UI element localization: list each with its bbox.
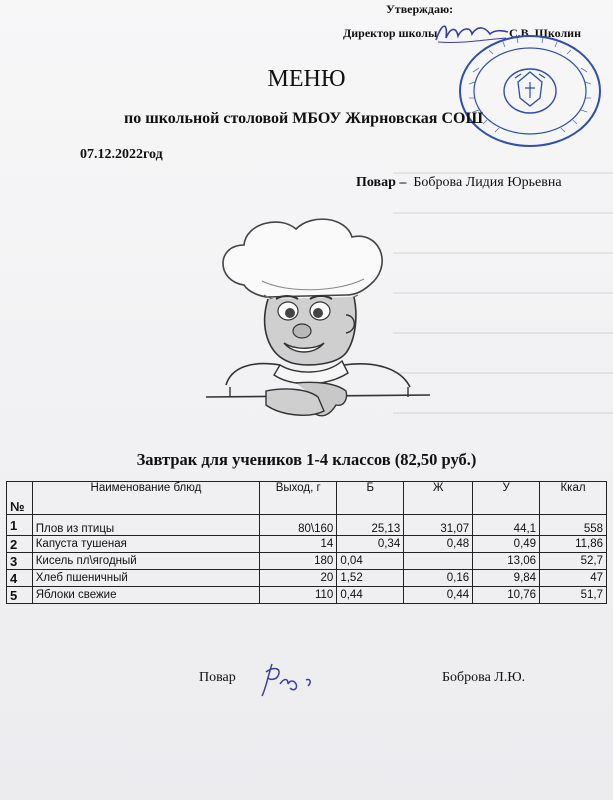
cook-signature (258, 658, 328, 698)
director-label: Директор школы (343, 26, 438, 40)
cook-label: Повар – (356, 175, 407, 190)
col-header-protein: Б (337, 482, 404, 515)
dish-protein: 0,44 (337, 587, 404, 604)
dish-name: Хлеб пшеничный (32, 570, 259, 587)
dish-kcal: 52,7 (540, 553, 607, 570)
menu-date: 07.12.2022год (80, 147, 163, 162)
dish-name: Плов из птицы (32, 515, 259, 536)
dish-kcal: 51,7 (540, 587, 607, 604)
dish-carbs: 9,84 (473, 570, 540, 587)
dish-name: Яблоки свежие (32, 587, 259, 604)
dish-protein: 1,52 (337, 570, 404, 587)
dish-carbs: 10,76 (473, 587, 540, 604)
footer-cook-label: Повар (199, 670, 236, 685)
dish-fat: 0,44 (404, 587, 473, 604)
footer-cook-name: Боброва Л.Ю. (442, 670, 526, 685)
dish-weight: 20 (260, 570, 337, 587)
row-number: 3 (7, 553, 33, 570)
page-title: МЕНЮ (267, 66, 346, 92)
col-header-number: № (7, 482, 33, 515)
col-header-dish: Наименование блюд (32, 482, 259, 515)
dish-weight: 80\160 (260, 515, 337, 536)
col-header-kcal: Ккал (540, 482, 607, 515)
dish-carbs: 44,1 (473, 515, 540, 536)
cook-name: Боброва Лидия Юрьевна (413, 175, 562, 190)
col-header-fat: Ж (404, 482, 473, 515)
dish-protein: 0,04 (337, 553, 404, 570)
dish-carbs: 13,06 (473, 553, 540, 570)
table-row (7, 570, 607, 587)
dish-kcal: 11,86 (540, 536, 607, 553)
col-header-weight: Выход, г (260, 482, 337, 515)
dish-kcal: 47 (540, 570, 607, 587)
row-number: 2 (7, 536, 33, 553)
table-row (7, 536, 607, 553)
subtitle: по школьной столовой МБОУ Жирновская СОШ (124, 110, 484, 127)
chef-illustration (196, 215, 440, 425)
director-name: С.В. Школин (509, 26, 582, 40)
menu-table (6, 481, 607, 604)
dish-fat: 31,07 (404, 515, 473, 536)
table-row (7, 515, 607, 536)
col-header-carbs: У (473, 482, 540, 515)
dish-weight: 14 (260, 536, 337, 553)
row-number: 4 (7, 570, 33, 587)
row-number: 1 (7, 515, 33, 536)
section-title: Завтрак для учеников 1-4 классов (82,50 руб.) (136, 450, 477, 469)
dish-protein: 0,34 (337, 536, 404, 553)
dish-name: Кисель пл\ягодный (32, 553, 259, 570)
row-number: 5 (7, 587, 33, 604)
dish-fat: 0,48 (404, 536, 473, 553)
dish-fat: 0,16 (404, 570, 473, 587)
table-row (7, 587, 607, 604)
dish-name: Капуста тушеная (32, 536, 259, 553)
table-row (7, 553, 607, 570)
dish-protein: 25,13 (337, 515, 404, 536)
table-header-row (7, 482, 607, 515)
dish-carbs: 0,49 (473, 536, 540, 553)
dish-weight: 110 (260, 587, 337, 604)
dish-fat (404, 553, 473, 570)
dish-weight: 180 (260, 553, 337, 570)
approve-label: Утверждаю: (386, 2, 454, 16)
cook-line (356, 175, 562, 191)
dish-kcal: 558 (540, 515, 607, 536)
